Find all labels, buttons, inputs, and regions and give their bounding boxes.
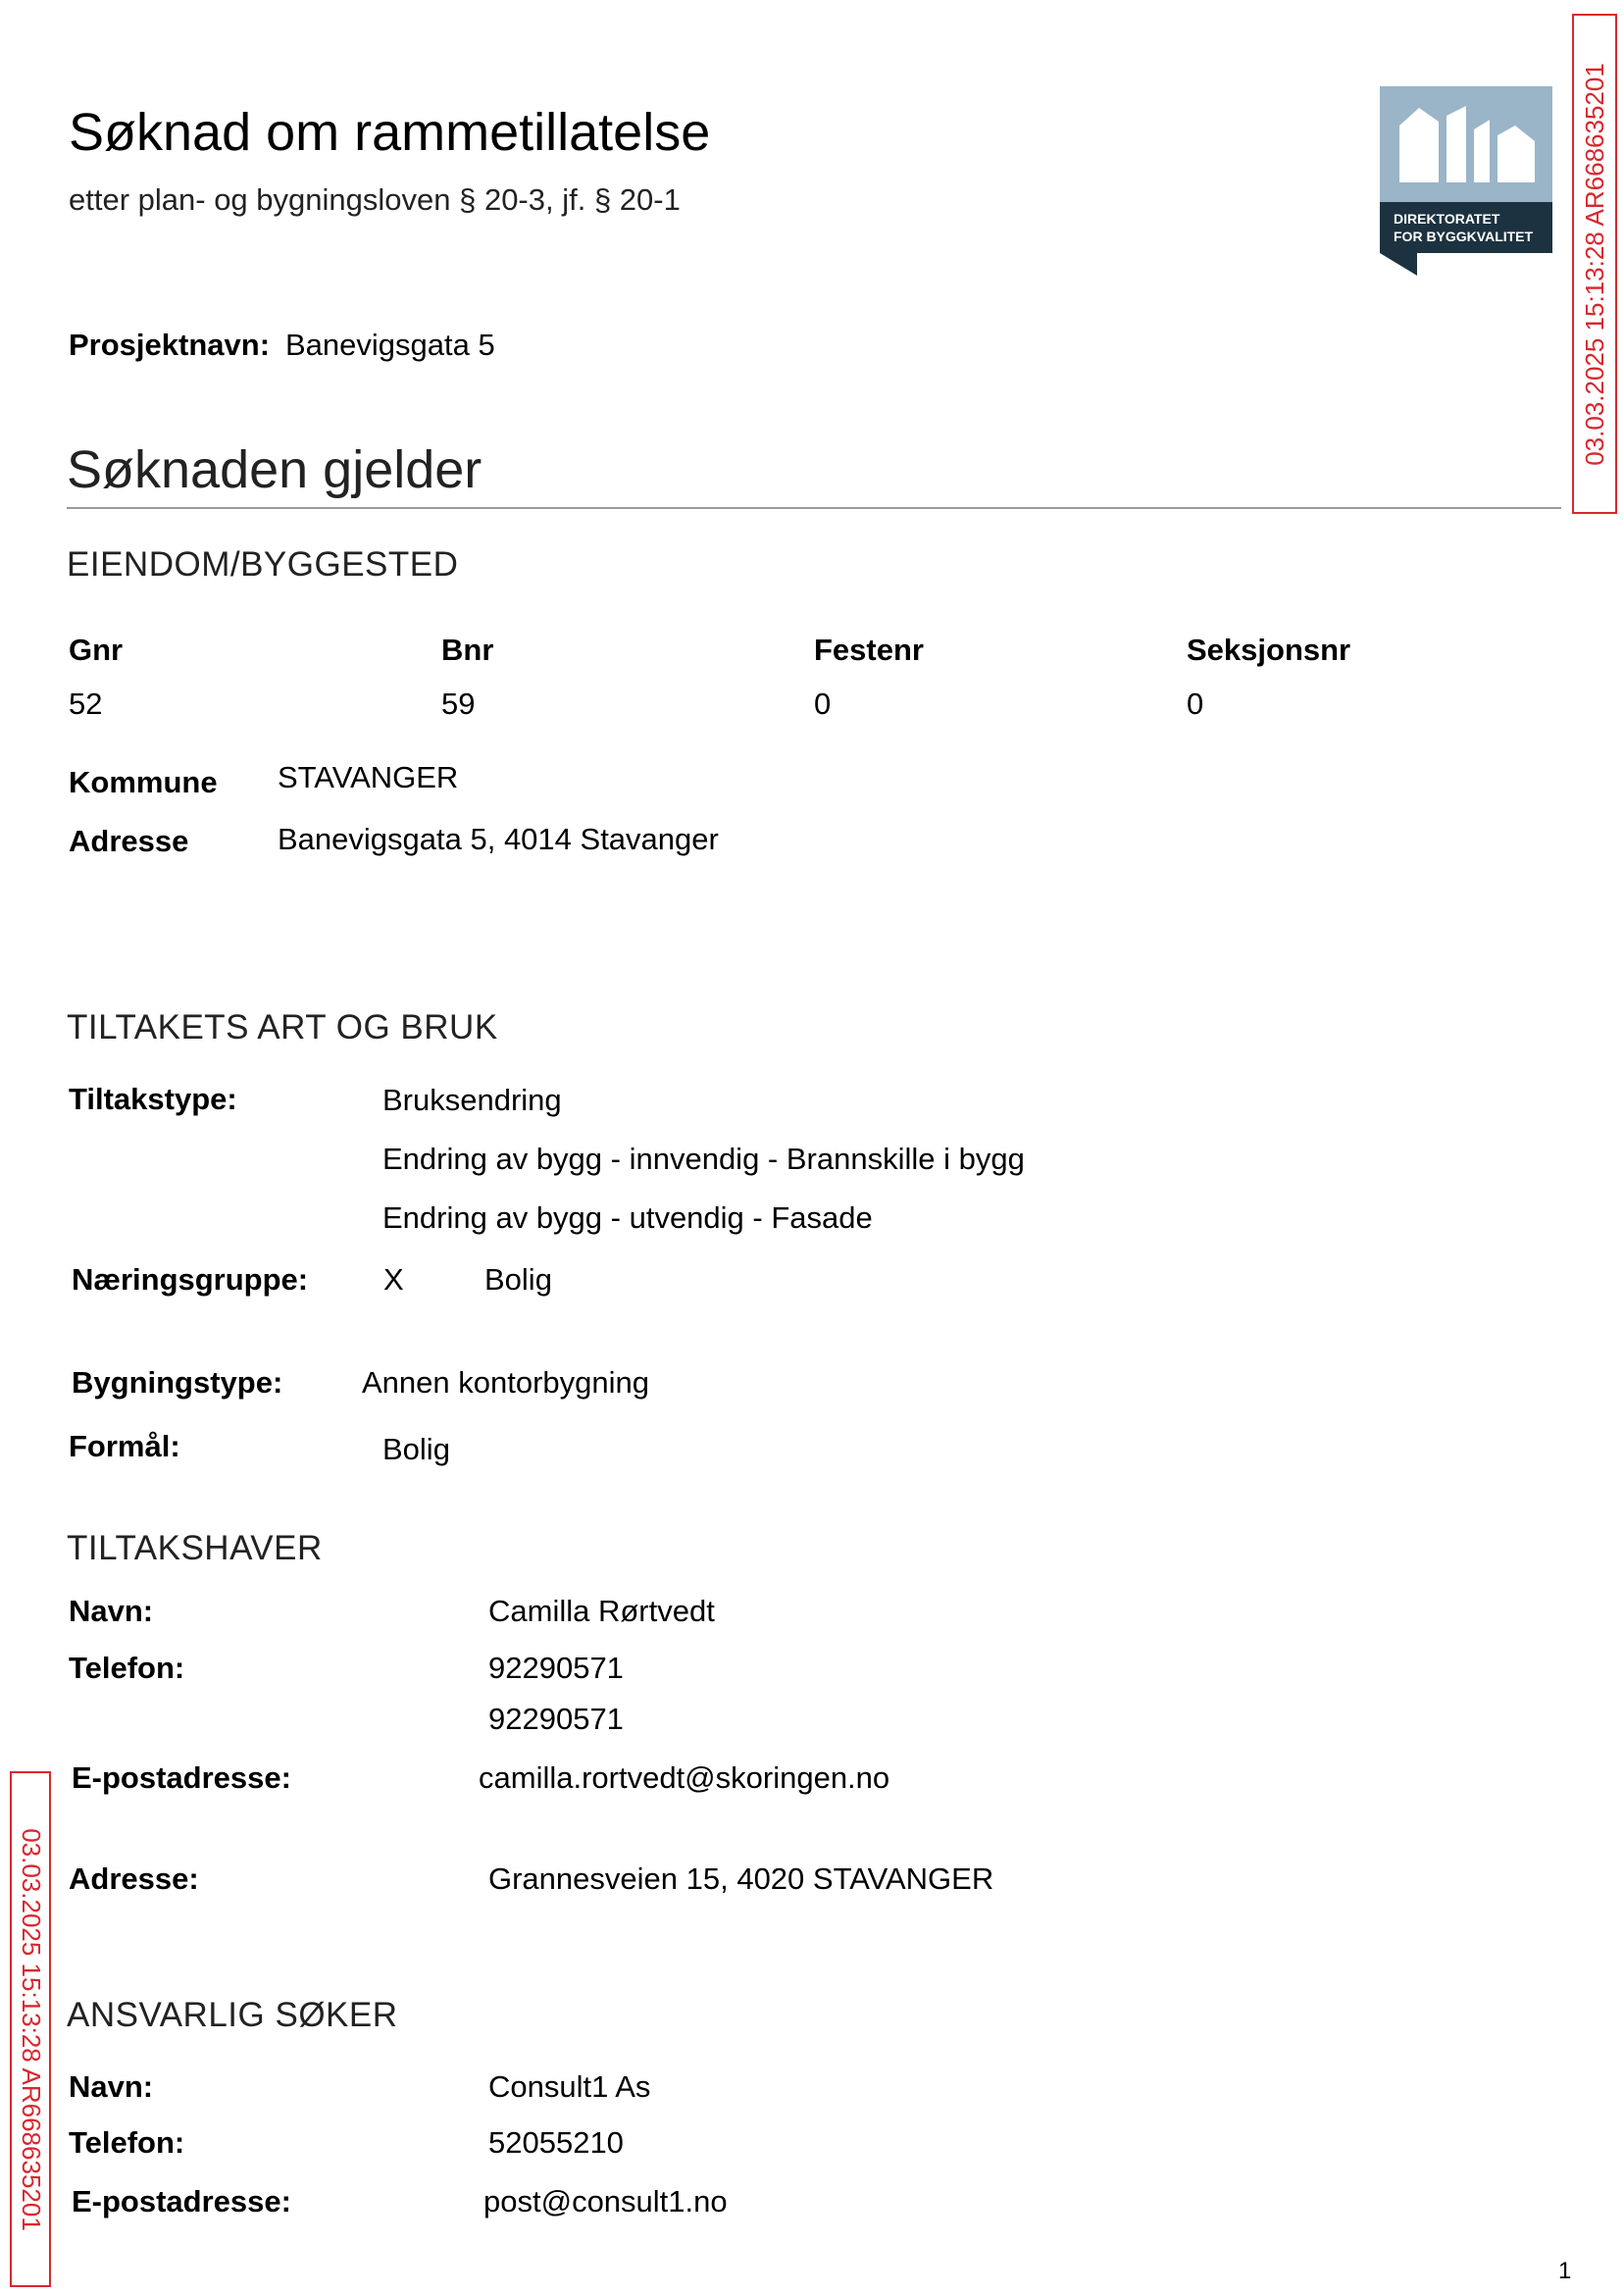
adresse-label: Adresse	[69, 824, 189, 858]
soker-navn-value: Consult1 As	[488, 2069, 651, 2104]
project-label: Prosjektnavn:	[69, 328, 271, 362]
timestamp-stamp-side	[10, 1771, 51, 2287]
festenr-value: 0	[814, 687, 832, 721]
soker-epost-label: E-postadresse:	[72, 2184, 291, 2218]
kommune-label: Kommune	[69, 765, 218, 799]
bygningstype-label: Bygningstype:	[72, 1365, 283, 1400]
gnr-value: 52	[69, 687, 103, 721]
naeringsgruppe-code: X	[383, 1262, 404, 1297]
bnr-label: Bnr	[441, 633, 494, 667]
kommune-value: STAVANGER	[278, 760, 459, 794]
document-title: Søknad om rammetillatelse	[69, 103, 711, 162]
tiltak-heading: TILTAKETS ART OG BRUK	[67, 1008, 498, 1046]
project-value: Banevigsgata 5	[285, 328, 495, 362]
ansvarlig-soker-heading: ANSVARLIG SØKER	[67, 1996, 398, 2034]
seksjonsnr-value: 0	[1187, 687, 1204, 721]
formal-label: Formål:	[69, 1429, 180, 1463]
formal-value: Bolig	[382, 1432, 450, 1466]
naeringsgruppe-label: Næringsgruppe:	[72, 1262, 309, 1297]
tiltakshaver-epost-label: E-postadresse:	[72, 1760, 291, 1795]
naeringsgruppe-value: Bolig	[484, 1262, 552, 1297]
timestamp-stamp-top	[1572, 14, 1617, 514]
gnr-label: Gnr	[69, 633, 124, 667]
soker-navn-label: Navn:	[69, 2069, 154, 2104]
tiltakstype-item: Endring av bygg - innvendig - Brannskille i bygg	[382, 1142, 1025, 1176]
tiltakshaver-heading: TILTAKSHAVER	[67, 1529, 323, 1567]
bygningstype-value: Annen kontorbygning	[362, 1365, 650, 1400]
tiltakstype-item: Bruksendring	[382, 1083, 562, 1117]
adresse-value: Banevigsgata 5, 4014 Stavanger	[278, 822, 719, 856]
page-number: 1	[1558, 2258, 1572, 2284]
tiltakshaver-adresse-value: Grannesveien 15, 4020 STAVANGER	[488, 1861, 994, 1896]
eiendom-heading: EIENDOM/BYGGESTED	[67, 545, 459, 584]
tiltakshaver-navn-value: Camilla Rørtvedt	[488, 1594, 715, 1628]
seksjonsnr-label: Seksjonsnr	[1187, 633, 1351, 667]
stamp-text-side: 03.03.2025 15:13:28 AR668635201	[16, 1827, 46, 2231]
tiltakshaver-telefon-value-2: 92290571	[488, 1702, 624, 1736]
festenr-label: Festenr	[814, 633, 924, 667]
tiltakstype-label: Tiltakstype:	[69, 1082, 237, 1116]
tiltakshaver-epost-value: camilla.rortvedt@skoringen.no	[479, 1760, 890, 1795]
tiltakstype-item: Endring av bygg - utvendig - Fasade	[382, 1200, 873, 1235]
tiltakshaver-telefon-label: Telefon:	[69, 1651, 185, 1685]
document-subtitle: etter plan- og bygningsloven § 20-3, jf. § 20-1	[69, 182, 681, 217]
stamp-text-top: 03.03.2025 15:13:28 AR668635201	[1579, 62, 1609, 466]
tiltakshaver-telefon-value: 92290571	[488, 1651, 624, 1685]
bnr-value: 59	[441, 687, 476, 721]
soker-telefon-value: 52055210	[488, 2125, 624, 2160]
tiltakshaver-adresse-label: Adresse:	[69, 1861, 199, 1896]
logo-text-line1: DIREKTORATET	[1394, 211, 1500, 227]
soker-telefon-label: Telefon:	[69, 2125, 185, 2160]
dibk-logo	[1380, 86, 1552, 276]
tiltakshaver-navn-label: Navn:	[69, 1594, 154, 1628]
section-title: Søknaden gjelder	[67, 440, 482, 499]
dibk-logo-graphic	[1380, 86, 1552, 276]
soker-epost-value: post@consult1.no	[483, 2184, 728, 2218]
section-divider	[67, 507, 1561, 509]
logo-text-line2: FOR BYGGKVALITET	[1394, 229, 1534, 244]
